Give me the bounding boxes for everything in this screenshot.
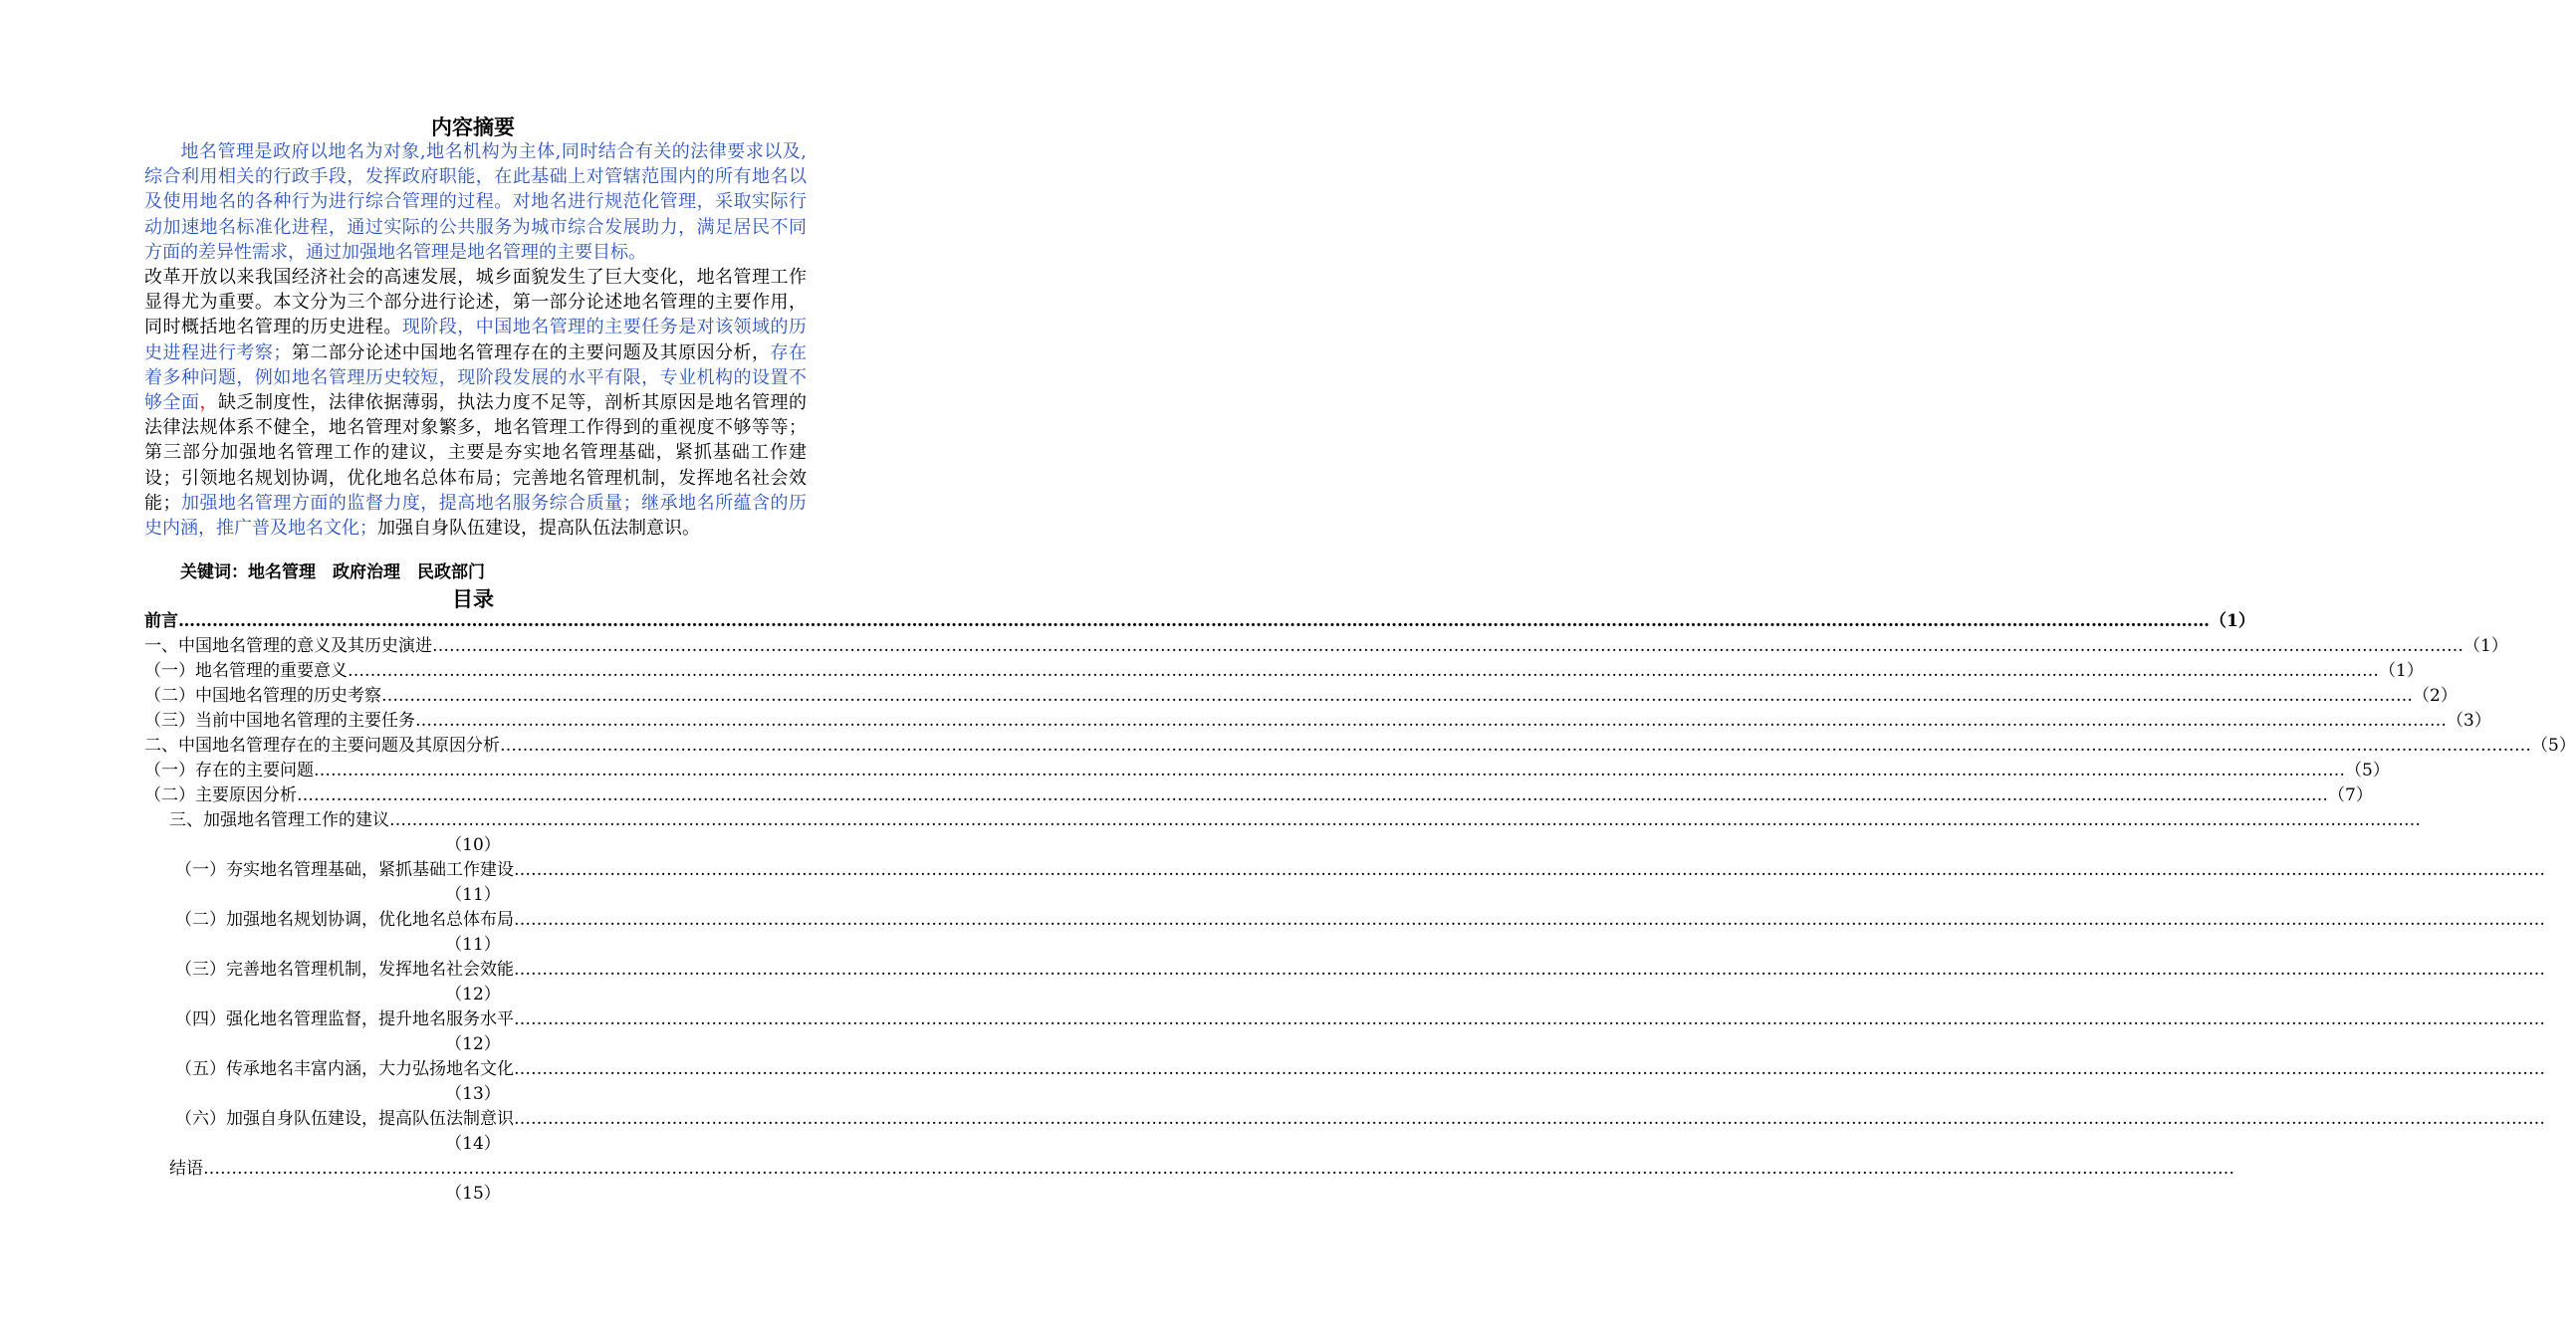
toc-entry-page: （3） (2447, 711, 2491, 731)
toc-entry-text: （五）传承地名丰富内涵，大力弘扬地名文化 (175, 1059, 514, 1079)
toc-entry[interactable] (175, 908, 2545, 933)
toc-entry[interactable] (144, 659, 2424, 684)
toc-entry-text: 二、中国地名管理存在的主要问题及其原因分析 (144, 736, 500, 756)
toc-entry[interactable] (169, 808, 2421, 833)
toc-entry-text: （六）加强自身队伍建设，提高队伍法制意识 (175, 1109, 514, 1129)
toc-leader-dots: ……………………………………………………………………………………………………………………………………………………………………………………………………………………………………………………………………………………………………………………………… (203, 1159, 2234, 1179)
toc-leader-dots: ……………………………………………………………………………………………………………………………………………………………………………………………………………………………………………………………………………………………………………………………… (514, 860, 2545, 880)
toc-entry[interactable] (175, 1007, 2545, 1032)
toc-entry-page: （1） (2379, 661, 2424, 681)
toc-entry-page: （12） (445, 1034, 501, 1054)
toc-leader-dots: ……………………………………………………………………………………………………………………………………………………………………………………………………………………………………………………………………………………………………………………………… (389, 810, 2421, 830)
toc-entry-text: （三）完善地名管理机制，发挥地名社会效能 (175, 960, 514, 980)
toc-entry-page: （13） (445, 1084, 501, 1104)
toc-entry-page: （11） (445, 885, 501, 905)
toc-entry-text: （二）加强地名规划协调，优化地名总体布局 (175, 910, 514, 930)
toc-entry-page: （2） (2413, 686, 2458, 706)
toc-entry-page: （11） (445, 935, 501, 955)
abstract-highlight-g: 加强地名管理方面的监督力度，提高地名服务综合质量；继承地名所蕴含的历史内涵，推广普及地名文化； (144, 492, 808, 540)
toc-entry-page: （5） (2531, 736, 2576, 756)
toc-entry-page: （14） (445, 1134, 501, 1154)
abstract-title: 内容摘要 (431, 114, 515, 139)
toc-entry-text: （二）中国地名管理的历史考察 (144, 686, 381, 706)
toc-entry-text: 一、中国地名管理的意义及其历史演进 (144, 636, 432, 656)
toc-entry[interactable] (175, 858, 2545, 883)
toc-leader-dots: ……………………………………………………………………………………………………………………………………………………………………………………………………………………………………………………………………………………………………………………………… (514, 1109, 2545, 1129)
toc-leader-dots: ……………………………………………………………………………………………………………………………………………………………………………………………………………………………………………………………………………………………………………………………… (514, 910, 2545, 930)
toc-entry-text: 三、加强地名管理工作的建议 (169, 810, 389, 830)
toc-entry-page: （10） (445, 835, 501, 855)
toc-entry[interactable] (144, 759, 2390, 783)
toc-leader-dots: ……………………………………………………………………………………………………………………………………………………………………………………………………………………………………………………………………………………………………………………………… (514, 960, 2545, 980)
toc-leader-dots: ……………………………………………………………………………………………………………………………………………………………………………………………………………………………………………………………………………………………………………………………… (514, 1059, 2545, 1079)
toc-leader-dots: ……………………………………………………………………………………………………………………………………………………………………………………………………………………………………………………………………………………………………………………………… (500, 736, 2531, 756)
toc-entry-page: （7） (2328, 785, 2373, 805)
toc-entry-text: （一）夯实地名管理基础，紧抓基础工作建设 (175, 860, 514, 880)
toc-entry[interactable] (144, 783, 2373, 808)
toc-entry[interactable] (144, 609, 2255, 634)
toc-leader-dots: ……………………………………………………………………………………………………………………………………………………………………………………………………………………………………………………………………………………………………………………………… (348, 661, 2379, 681)
abstract-paragraph-1: 地名管理是政府以地名为对象,地名机构为主体,同时结合有关的法律要求以及,综合利用相关的行政手段，发挥政府职能，在此基础上对管辖范围内的所有地名以及使用地名的各种行为进行综合管理的过程。对地名进行规范化管理，采取实际行动加速地名标准化进程，通过实际的公共服务为城市综合发展助力，满足居民不同方面的差异性需求，通过加强地名管理是地名管理的主要目标。 (144, 141, 807, 263)
abstract-text-c: 第二部分论述中国地名管理存在的主要问题及其原因分析， (291, 341, 771, 363)
toc-entry[interactable] (144, 734, 2576, 759)
toc-entry-text: （四）强化地名管理监督，提升地名服务水平 (175, 1009, 514, 1029)
toc-leader-dots: ……………………………………………………………………………………………………………………………………………………………………………………………………………………………………………………………………………………………………………………………… (297, 785, 2328, 805)
abstract-highlight-d: 存在着多种问题，例如地名管理历史较短，现阶段发展的水平有限，专业机构的设置不够全面 (144, 341, 808, 414)
abstract-text-a: 改革开放以来我国经济社会的高速发展，城乡面貌发生了巨大变化，地名管理工作显得尤为重要。本文分为三个部分进行论述，第一部分论述地名管理的主要作用，同时概括地名管理的历史进程。 (144, 267, 807, 338)
toc-leader-dots: ……………………………………………………………………………………………………………………………………………………………………………………………………………………………………………………………………………………………………………………………… (178, 611, 2210, 631)
keywords: 关键词：地名管理 政府治理 民政部门 (180, 562, 485, 582)
toc-leader-dots: ……………………………………………………………………………………………………………………………………………………………………………………………………………………………………………………………………………………………………………………………… (514, 1009, 2545, 1029)
toc-entry[interactable] (175, 1107, 2545, 1132)
toc-leader-dots: ……………………………………………………………………………………………………………………………………………………………………………………………………………………………………………………………………………………………………………………………… (432, 636, 2463, 656)
abstract-red-comma: ， (199, 392, 218, 414)
abstract-highlight-b: 现阶段，中国地名管理的主要任务是对该领域的历史进程进行考察； (144, 317, 808, 363)
toc-entry-page: （5） (2345, 761, 2390, 780)
abstract-text-f: 缺乏制度性，法律依据薄弱，执法力度不足等，剖析其原因是地名管理的法律法规体系不健全，地名管理对象繁多，地名管理工作得到的重视度不够等等；第三部分加强地名管理工作的建议，主要是夯实地名管理基础，紧抓基础工作建设；引领地名规划协调，优化地名总体布局；完善地名管理机制，发挥地名社会效能； (144, 392, 808, 514)
toc-leader-dots: ……………………………………………………………………………………………………………………………………………………………………………………………………………………………………………………………………………………………………………………………… (381, 686, 2413, 706)
toc-entry[interactable] (144, 709, 2491, 734)
toc-entry-page: （1） (2463, 636, 2508, 656)
toc-entry-text: （二）主要原因分析 (144, 785, 297, 805)
toc-entry-text: （一）存在的主要问题 (144, 761, 314, 780)
toc-entry-page: （1） (2210, 611, 2255, 631)
toc-entry-text: 前言 (144, 611, 178, 631)
toc-entry-text: （三）当前中国地名管理的主要任务 (144, 711, 415, 731)
toc-leader-dots: ……………………………………………………………………………………………………………………………………………………………………………………………………………………………………………………………………………………………………………………………… (314, 761, 2345, 780)
toc-entry[interactable] (144, 634, 2508, 659)
abstract-body (144, 139, 807, 541)
toc-leader-dots: ……………………………………………………………………………………………………………………………………………………………………………………………………………………………………………………………………………………………………………………………… (415, 711, 2447, 731)
toc-entry[interactable] (169, 1157, 2234, 1182)
toc-entry-text: 结语 (169, 1159, 203, 1179)
toc-entry-text: （一）地名管理的重要意义 (144, 661, 348, 681)
toc-entry[interactable] (144, 684, 2458, 709)
toc-entry-page: （12） (445, 985, 501, 1004)
toc-entry-page: （15） (445, 1184, 501, 1204)
abstract-text-h: 加强自身队伍建设，提高队伍法制意识。 (377, 518, 700, 540)
toc-entry[interactable] (175, 958, 2545, 983)
toc-entry[interactable] (175, 1057, 2545, 1082)
toc-title: 目录 (452, 586, 494, 611)
